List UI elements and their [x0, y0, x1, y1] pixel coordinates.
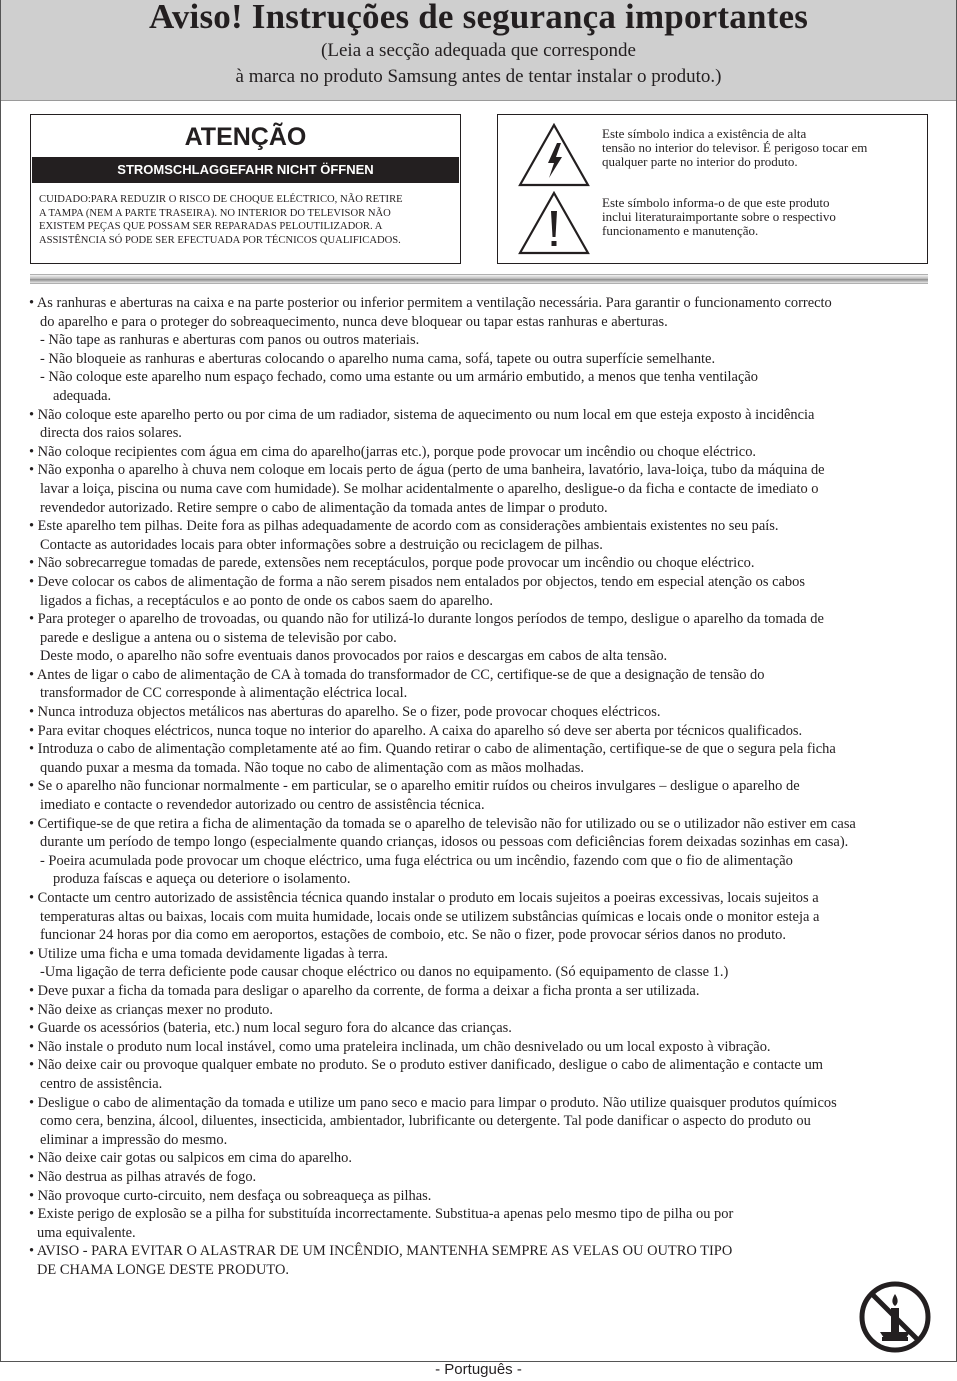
body-line: DE CHAMA LONGE DESTE PRODUTO.	[37, 1261, 289, 1278]
body-line: directa dos raios solares.	[40, 425, 182, 442]
body-line: • Nunca introduza objectos metálicos nas aberturas do aparelho. Se o fizer, pode provocar choques eléctricos.	[29, 704, 661, 721]
body-line: • Não deixe cair ou provoque qualquer embate no produto. Se o produto estiver danificado, desligue o cabo de alimentação e contacte um	[29, 1057, 824, 1074]
body-line: • Deve colocar os cabos de alimentação de forma a não serem pisados nem entalados por objectos, tendo em especial atenção os cabos	[29, 573, 805, 590]
caution-text	[31, 183, 460, 247]
body-line: • Não sobrecarregue tomadas de parede, extensões nem receptáculos, porque pode provocar um incêndio ou choque eléctrico.	[29, 555, 755, 572]
caution-line: CUIDADO:PARA REDUZIR O RISCO DE CHOQUE ELÉCTRICO, NÃO RETIRE	[39, 194, 403, 205]
body-line: • Se o aparelho não funcionar normalmente - em particular, se o aparelho emitir ruídos ou cheiros invulgares – desligue o aparelho de	[29, 778, 800, 795]
body-line: • Existe perigo de explosão se a pilha for substituída incorrectamente. Substitua-a apenas pelo mesmo tipo de pilha ou por	[29, 1206, 734, 1223]
body-line: • Não deixe cair gotas ou salpicos em cima do aparelho.	[29, 1150, 352, 1167]
body-line: - Não bloqueie as ranhuras e aberturas colocando o aparelho numa cama, sofá, tapete ou outra superfície semelhante.	[40, 350, 716, 367]
subtitle-line-2: à marca no produto Samsung antes de tentar instalar o produto.)	[235, 66, 722, 87]
body-line: • Desligue o cabo de alimentação da tomada e utilize um pano seco e macio para limpar o produto. Não utilize quaisquer produtos químicos	[29, 1094, 837, 1111]
body-line: • Para proteger o aparelho de trovoadas, ou quando não for utilizá-lo durante longos períodos de tempo, desligue o aparelho da tomada de	[29, 611, 824, 628]
body-line: - Poeira acumulada pode provocar um choque eléctrico, uma fuga eléctrica ou um incêndio, fazendo com que o fio de alimentação	[40, 852, 793, 869]
symbols-box	[497, 114, 928, 264]
body-line: do aparelho e para o proteger do sobreaquecimento, nunca deve bloquear ou tapar estas ranhuras e aberturas.	[40, 313, 668, 330]
voltage-symbol-text	[602, 127, 922, 170]
body-line: transformador de CC corresponde à alimentação eléctrica local.	[40, 685, 408, 702]
body-line: lavar a loiça, piscina ou numa cave com humidade). Se molhar acidentalmente o aparelho, desligue-o da ficha e contacte de imediato o	[40, 480, 819, 497]
body-line: • Deve puxar a ficha da tomada para desligar o aparelho da corrente, de forma a deixar a ficha pronta a ser utilizada.	[29, 982, 700, 999]
body-line: centro de assistência.	[40, 1075, 163, 1092]
body-line: funcionar 24 horas por dia como em aeroportos, estações de comboio, etc. Se não o fizer, pode provocar sérios danos no produto.	[40, 927, 786, 944]
body-line: eliminar a impressão do mesmo.	[40, 1131, 228, 1148]
body-line: • Para evitar choques eléctricos, nunca toque no interior do aparelho. A caixa do aparelho só deve ser aberta por técnicos qualificados.	[29, 722, 803, 739]
attention-band: STROMSCHLAGGEFAHR NICHT ÖFFNEN	[32, 157, 459, 183]
subtitle-line-1: (Leia a secção adequada que corresponde	[321, 40, 636, 61]
caution-line: A TAMPA (NEM A PARTE TRASEIRA). NO INTERIOR DO TELEVISOR NÃO	[39, 207, 391, 219]
section-divider	[30, 274, 928, 284]
body-line: uma equivalente.	[37, 1224, 136, 1241]
literature-text-line: funcionamento e manutenção.	[602, 223, 759, 239]
body-line: • Antes de ligar o cabo de alimentação de CA à tomada do transformador de CC, certifique-se de que a designação de tensão do	[29, 666, 765, 683]
header	[1, 0, 956, 101]
body-line: • AVISO - PARA EVITAR O ALASTRAR DE UM INCÊNDIO, MANTENHA SEMPRE AS VELAS OU OUTRO TIPO	[29, 1243, 733, 1260]
voltage-text-line: tensão no interior do televisor. É perigoso tocar em	[602, 140, 868, 156]
voltage-text-line: qualquer parte no interior do produto.	[602, 154, 798, 170]
body-line: Deste modo, o aparelho não sofre eventuais danos provocados por raios e descargas em cabos de alta tensão.	[40, 648, 668, 665]
exclamation-triangle-icon	[518, 191, 590, 255]
body-line: • Certifique-se de que retira a ficha de alimentação da tomada se o aparelho de televisão não for utilizado ou se o utilizador não estiver em casa	[29, 815, 856, 832]
body-line: • Não coloque recipientes com água em cima do aparelho(jarras etc.), porque pode provocar um incêndio ou choque eléctrico.	[29, 443, 757, 460]
body-line: • As ranhuras e aberturas na caixa e na parte posterior ou inferior permitem a ventilação necessária. Para garantir o funcionamento correcto	[29, 295, 832, 311]
body-line: revendedor autorizado. Retire sempre o cabo de alimentação da tomada antes de limpar o produto.	[40, 499, 608, 516]
body-line: adequada.	[53, 387, 112, 404]
body-line: • Não provoque curto-circuito, nem desfaça ou sobreaqueça as pilhas.	[29, 1187, 432, 1204]
attention-box	[30, 114, 461, 264]
body-line: • Não destrua as pilhas através de fogo.	[29, 1168, 257, 1185]
body-line: temperaturas altas ou baixas, locais com muita humidade, locais onde se utilizem substâncias químicas e locais onde o monitor esteja a	[40, 908, 820, 925]
body-line: como cera, benzina, álcool, diluentes, insecticida, ambientador, lubrificante ou detergente. Tal pode danificar o aspecto do produto ou	[40, 1113, 811, 1130]
body-line: imediato e contacte o revendedor autorizado ou centro de assistência técnica.	[40, 797, 485, 814]
body-line: • Utilize uma ficha e uma tomada devidamente ligadas à terra.	[29, 945, 389, 962]
body-line: parede e desligue a antena ou o sistema de televisão por cabo.	[40, 629, 397, 646]
body-line: • Não instale o produto num local instável, como uma prateleira inclinada, um chão desnivelado ou um local exposto à vibração.	[29, 1038, 771, 1055]
body-line: produza faíscas e aqueça ou deteriore o isolamento.	[53, 871, 351, 888]
caution-line: ASSISTÊNCIA SÓ PODE SER EFECTUADA POR TÉCNICOS QUALIFICADOS.	[39, 234, 401, 246]
attention-title: ATENÇÃO	[184, 123, 307, 151]
body-line: Contacte as autoridades locais para obter informações sobre a destruição ou reciclagem de pilhas.	[40, 536, 603, 553]
body-line: durante um período de tempo longo (especialmente quando crianças, idosos ou pessoas com deficiências forem deixadas sozinhas em casa).	[40, 834, 849, 851]
body-line: ligados a fichas, a receptáculos e ao ponto de onde os cabos saem do aparelho.	[40, 592, 494, 609]
body-line: - Não coloque este aparelho num espaço fechado, como uma estante ou um armário embutido, a menos que tenha ventilação	[40, 369, 759, 386]
literature-text-line: Este símbolo informa-o de que este produto	[602, 195, 830, 210]
safety-instructions	[29, 294, 934, 1279]
body-line: • Não coloque este aparelho perto ou por cima de um radiador, sistema de aquecimento ou num local em que esteja exposto à incidência	[29, 406, 815, 423]
body-line: • Guarde os acessórios (bateria, etc.) num local seguro fora do alcance das crianças.	[29, 1020, 512, 1037]
body-line: • Não exponha o aparelho à chuva nem coloque em locais perto de água (perto de uma banheira, lavatório, lava-loiça, tubo da máquina de	[29, 462, 825, 479]
body-line: • Contacte um centro autorizado de assistência técnica quando instalar o produto em locais sujeitos a poeiras excessivas, locais sujeitos a	[29, 890, 819, 906]
page-title: Aviso! Instruções de segurança importantes	[148, 0, 809, 36]
body-line: • Este aparelho tem pilhas. Deite fora as pilhas adequadamente de acordo com as considerações ambientais existentes no seu país.	[29, 518, 779, 535]
body-line: quando puxar a mesma da tomada. Não toque no cabo de alimentação com as mãos molhadas.	[40, 759, 585, 776]
voltage-text-line: Este símbolo indica a existência de alta	[602, 126, 807, 141]
literature-symbol-text	[602, 196, 922, 239]
body-line: - Não tape as ranhuras e aberturas com panos ou outros materiais.	[40, 332, 420, 349]
body-line: • Não deixe as crianças mexer no produto.	[29, 1001, 273, 1018]
body-line: -Uma ligação de terra deficiente pode causar choque eléctrico ou danos no equipamento. (Só equipamento de classe 1.)	[40, 964, 729, 981]
lightning-triangle-icon	[518, 123, 590, 187]
literature-text-line: inclui literaturaimportante sobre o respectivo	[602, 209, 836, 225]
body-line: • Introduza o cabo de alimentação completamente até ao fim. Quando retirar o cabo de alimentação, certifique-se de que o segura pela ficha	[29, 741, 836, 758]
no-candle-icon	[858, 1280, 932, 1354]
caution-line: EXISTEM PEÇAS QUE POSSAM SER REPARADAS PELOUTILIZADOR. A	[39, 221, 383, 232]
footer-language: - Português -	[435, 1361, 522, 1378]
